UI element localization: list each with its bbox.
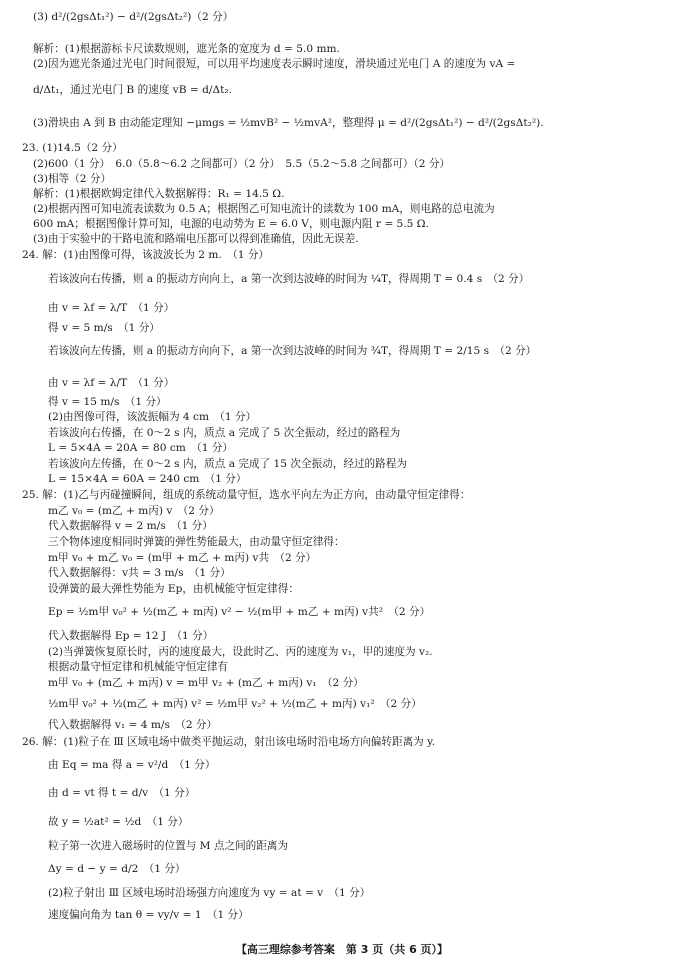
text-line: 26. 解：(1)粒子在 Ⅲ 区域电场中做类平抛运动，射出该电场时沿电场方向偏转距离为 y.: [22, 736, 436, 748]
text-line: 解析：(1)根据游标卡尺读数规则，遮光条的宽度为 d = 5.0 mm.: [33, 43, 340, 55]
text-line: 解析：(1)根据欧姆定律代入数据解得：R₁ = 14.5 Ω.: [33, 188, 285, 200]
text-line: 根据动量守恒定律和机械能守恒定律有: [48, 661, 229, 673]
text-line: 若该波向左传播，则 a 的振动方向向下，a 第一次到达波峰的时间为 ¾T，得周期 T = 2/15 s （2 分）: [48, 345, 537, 357]
text-line: (2)粒子射出 Ⅲ 区域电场时沿场强方向速度为 vy = at = v （1 分）: [48, 887, 371, 899]
text-line: ½m甲 v₀² + ½(m乙 + m丙) v² = ½m甲 v₂² + ½(m乙 + m丙) v₁² （2 分）: [48, 698, 422, 710]
text-line: 三个物体速度相同时弹簧的弹性势能最大，由动量守恒定律得：: [48, 536, 345, 548]
text-line: 得 v = 5 m/s （1 分）: [48, 322, 160, 334]
text-line: 粒子第一次进入磁场时的位置与 M 点之间的距离为: [48, 840, 289, 852]
text-line: m甲 v₀ + (m乙 + m丙) v = m甲 v₂ + (m乙 + m丙) v₁ （2 分）: [48, 677, 364, 689]
text-line: (2)600（1 分） 6.0（5.8～6.2 之间都可）（2 分） 5.5（5.2～5.8 之间都可）（2 分）: [33, 158, 451, 170]
answer-key-page: [22, 6, 662, 963]
text-line: 由 d = vt 得 t = d/v （1 分）: [48, 787, 196, 799]
text-line: 代入数据解得 Ep = 12 J （1 分）: [48, 630, 214, 642]
text-line: 速度偏向角为 tan θ = vy/v = 1 （1 分）: [48, 909, 249, 921]
text-line: 600 mA；根据图像计算可知，电源的电动势为 E = 6.0 V，则电源内阻 r = 5.5 Ω.: [33, 218, 429, 230]
text-line: 得 v = 15 m/s （1 分）: [48, 396, 167, 408]
text-line: 代入数据解得：v共 = 3 m/s （1 分）: [48, 567, 231, 579]
text-line: 由 Eq = ma 得 a = v²/d （1 分）: [48, 759, 216, 771]
text-line: 由 v = λf = λ/T （1 分）: [48, 377, 175, 389]
text-line: 若该波向右传播，在 0～2 s 内，质点 a 完成了 5 次全振动，经过的路程为: [48, 427, 401, 439]
text-line: (2)根据丙图可知电流表读数为 0.5 A；根据图乙可知电流计的读数为 100 mA，则电路的总电流为: [33, 203, 495, 215]
text-line: m甲 v₀ + m乙 v₀ = (m甲 + m乙 + m丙) v共 （2 分）: [48, 552, 317, 564]
text-line: (2)当弹簧恢复原长时，丙的速度最大，设此时乙、丙的速度为 v₁，甲的速度为 v₂.: [48, 646, 433, 658]
text-line: Ep = ½m甲 v₀² + ½(m乙 + m丙) v² − ½(m甲 + m乙 + m丙) v共² （2 分）: [48, 606, 431, 618]
text-line: (3)由于实验中的干路电流和路端电压都可以得到准确值，因此无误差.: [33, 233, 359, 245]
text-line: 由 v = λf = λ/T （1 分）: [48, 302, 175, 314]
text-line: 代入数据解得 v₁ = 4 m/s （2 分）: [48, 719, 218, 731]
text-line: (3)滑块由 A 到 B 由动能定理知 −μmgs = ½mvB² − ½mvA²，整理得 μ = d²/(2gsΔt₁²) − d²/(2gsΔt₂²).: [33, 117, 544, 129]
page-footer: 【高三理综参考答案 第 3 页（共 6 页）】: [235, 943, 449, 956]
text-line: 故 y = ½at² = ½d （1 分）: [48, 816, 189, 828]
text-line: L = 5×4A = 20A = 80 cm （1 分）: [48, 442, 234, 454]
text-line: (3) d²/(2gsΔt₁²) − d²/(2gsΔt₂²)（2 分）: [33, 11, 234, 23]
text-line: 若该波向右传播，则 a 的振动方向向上，a 第一次到达波峰的时间为 ¼T，得周期 T = 0.4 s （2 分）: [48, 273, 530, 285]
text-line: 24. 解：(1)由图像可得，该波波长为 2 m. （1 分）: [22, 249, 270, 261]
text-line: 设弹簧的最大弹性势能为 Ep，由机械能守恒定律得：: [48, 583, 299, 595]
text-line: L = 15×4A = 60A = 240 cm （1 分）: [48, 473, 247, 485]
text-line: (2)因为遮光条通过光电门时间很短，可以用平均速度表示瞬时速度，滑块通过光电门 A 的速度为 vA =: [33, 58, 516, 70]
text-line: 代入数据解得 v = 2 m/s （1 分）: [48, 520, 213, 532]
text-line: (2)由图像可得，该波振幅为 4 cm （1 分）: [48, 411, 257, 423]
text-line: 25. 解：(1)乙与丙碰撞瞬间，组成的系统动量守恒，选水平向左为正方向，由动量守恒定律得：: [22, 489, 471, 501]
text-line: Δy = d − y = d/2 （1 分）: [48, 863, 186, 875]
text-line: 23. (1)14.5（2 分）: [22, 142, 123, 154]
text-line: (3)相等（2 分）: [33, 173, 112, 185]
text-line: m乙 v₀ = (m乙 + m丙) v （2 分）: [48, 505, 220, 517]
text-line: 若该波向左传播，在 0～2 s 内，质点 a 完成了 15 次全振动，经过的路程为: [48, 458, 407, 470]
text-line: d/Δt₁，通过光电门 B 的速度 vB = d/Δt₂.: [33, 84, 232, 96]
